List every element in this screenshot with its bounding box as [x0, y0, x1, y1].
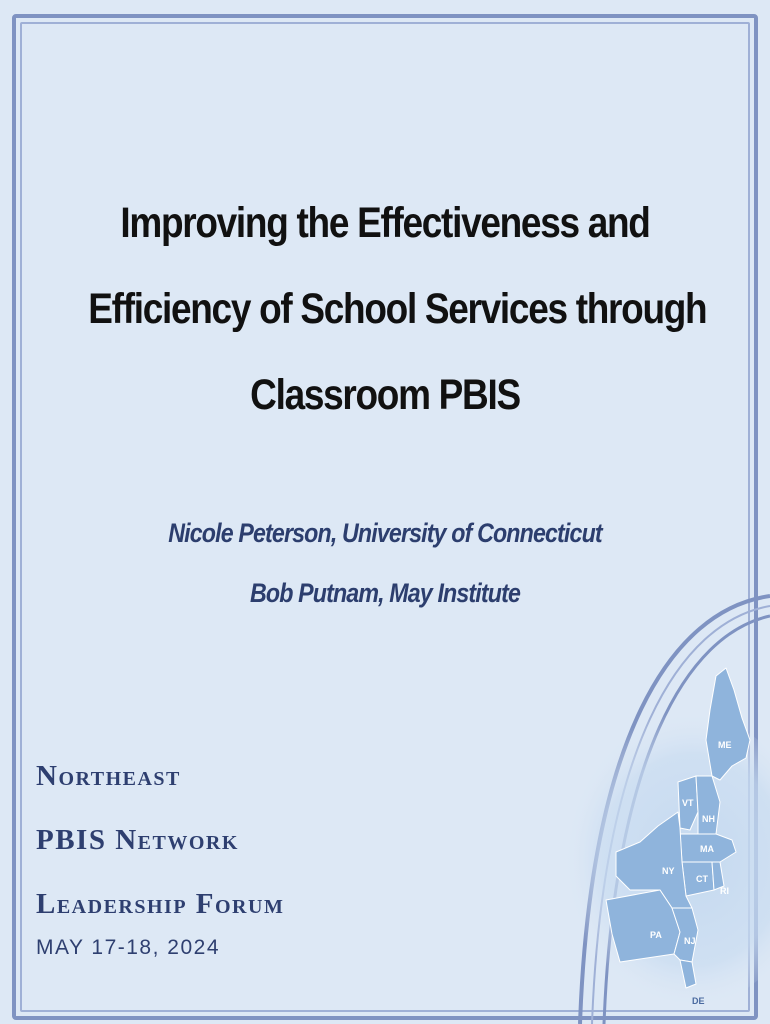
forum-name [36, 752, 284, 944]
author-1: Nicole Peterson, University of Connecticut [168, 518, 602, 548]
forum-line-2: PBIS Network [36, 824, 239, 856]
northeast-map-graphic [520, 590, 770, 1024]
label-nj: NJ [684, 936, 696, 946]
title-line-2: Efficiency of School Services through [88, 285, 707, 333]
title-line-1: Improving the Effectiveness and [120, 199, 650, 247]
forum-line-3: Leadership Forum [36, 888, 285, 920]
label-ct: CT [696, 874, 708, 884]
slide-title [88, 180, 707, 438]
title-line-3: Classroom PBIS [250, 371, 520, 419]
label-pa: PA [650, 930, 662, 940]
label-me: ME [718, 740, 732, 750]
label-ri: RI [720, 886, 729, 896]
label-ny: NY [662, 866, 675, 876]
northeast-map-icon [520, 590, 770, 1024]
forum-line-1: Northeast [36, 760, 181, 792]
label-vt: VT [682, 798, 694, 808]
label-ma: MA [700, 844, 714, 854]
label-de: DE [692, 996, 705, 1006]
event-date: MAY 17-18, 2024 [36, 936, 220, 959]
author-2: Bob Putnam, May Institute [249, 578, 521, 608]
label-nh: NH [702, 814, 715, 824]
